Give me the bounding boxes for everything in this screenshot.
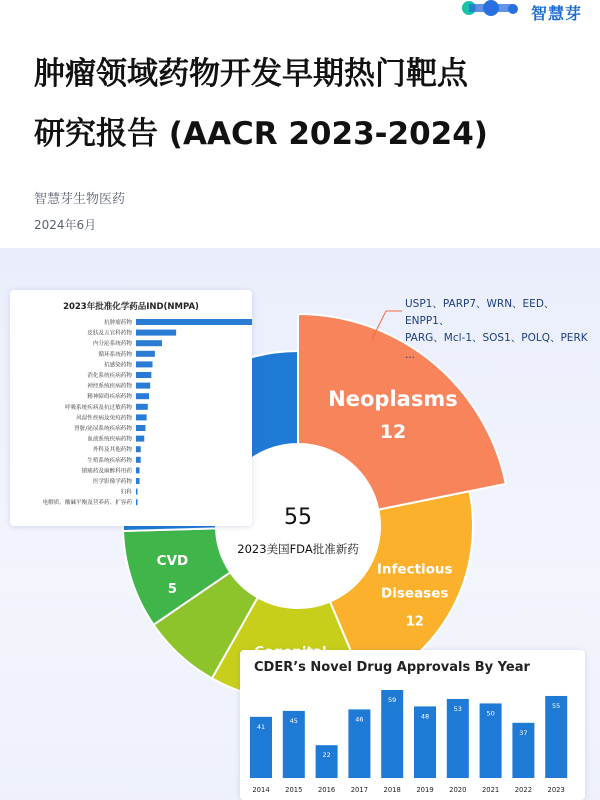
cder-year-label: 2016 (317, 786, 336, 794)
cder-value-label: 46 (355, 715, 364, 724)
donut-segment-label: Neoplasms (328, 386, 458, 411)
ind-category-label: 呼吸系统疾病及抗过敏药物 (64, 404, 132, 411)
title-line-1: 肿瘤领域药物开发早期热门靶点 (34, 56, 468, 92)
ind-category-label: 外科及其他药物 (92, 447, 132, 454)
target-list-line-2: PARG、Mcl-1、SOS1、POLQ、PERK (405, 332, 588, 344)
ind-bar (136, 457, 141, 463)
brand-logo (461, 0, 582, 24)
ind-category-label: 抗感染药物 (104, 362, 132, 369)
logo-icon (461, 0, 525, 24)
cder-bar-chart (240, 650, 585, 800)
donut-segment-value: 12 (405, 614, 424, 630)
ind-category-label: 风湿性疾病及免疫药物 (76, 415, 132, 422)
cder-value-label: 48 (420, 712, 430, 721)
ind-bar (136, 499, 138, 505)
donut-center-label: 2023美国FDA批准新药 (237, 542, 359, 556)
donut-segment-label: Infectious (376, 561, 453, 578)
ind-category-label: 电解质、酸碱平衡及营养药、扩容药 (42, 500, 132, 507)
ind-bar (136, 330, 176, 336)
ind-category-label: 血液系统疾病药物 (87, 436, 132, 443)
organization: 智慧芽生物医药 (34, 192, 126, 207)
ind-category-label: 妇科 (120, 489, 132, 496)
ind-category-label: 神经系统疾病药物 (87, 383, 132, 390)
cder-value-label: 22 (322, 751, 331, 760)
ind-category-label: 精神障碍疾病药物 (87, 394, 132, 401)
ind-bar (136, 404, 148, 410)
cder-value-label: 37 (519, 728, 528, 737)
cder-bar (316, 745, 338, 778)
cder-year-label: 2015 (285, 786, 303, 794)
cder-year-label: 2021 (481, 786, 500, 794)
ind-chart-card (10, 290, 252, 526)
ind-bar (136, 489, 138, 495)
ind-category-label: 循环系统药物 (98, 351, 132, 358)
ind-bar-chart (10, 290, 252, 526)
ind-bar (136, 383, 150, 389)
page-title (34, 44, 574, 164)
ind-bar (136, 467, 140, 473)
ind-bar (136, 372, 151, 378)
cder-year-label: 2017 (350, 786, 369, 794)
cder-chart-card (240, 650, 585, 800)
donut-segment-label: CVD (156, 552, 189, 569)
donut-segment-value: 12 (379, 420, 407, 443)
donut-segment-label: Diseases (381, 585, 449, 602)
target-list (405, 296, 595, 364)
ind-bar (136, 414, 147, 420)
cder-value-label: 59 (388, 696, 397, 704)
publish-date: 2024年6月 (34, 218, 97, 232)
cder-value-label: 53 (453, 704, 462, 713)
cder-value-label: 45 (289, 716, 298, 725)
cder-value-label: 50 (486, 709, 495, 718)
ind-chart-title: 2023年批准化学药品IND(NMPA) (63, 302, 199, 312)
ind-category-label: 内分泌系统药物 (92, 341, 132, 348)
ind-bar (136, 478, 140, 484)
ind-category-label: 消化系统疾病药物 (87, 373, 132, 379)
ind-category-label: 镇痛药及麻醉科用药 (81, 468, 132, 475)
cder-year-label: 2023 (547, 786, 565, 794)
donut-center-value: 55 (284, 505, 312, 530)
cder-chart-title: CDER’s Novel Drug Approvals By Year (254, 660, 530, 675)
cder-year-label: 2018 (383, 786, 401, 794)
target-list-line-3: ... (405, 349, 416, 361)
ind-category-label: 医学影像学药物 (92, 479, 132, 485)
target-list-line-1: USP1、PARP7、WRN、EED、ENPP1、 (405, 298, 555, 327)
cder-year-label: 2020 (449, 786, 467, 794)
ind-bar (136, 436, 144, 442)
ind-bar (136, 425, 145, 431)
ind-bar (136, 319, 252, 325)
title-line-2: 研究报告 (AACR 2023-2024) (34, 116, 488, 152)
ind-bar (136, 393, 149, 399)
cder-year-label: 2019 (416, 786, 434, 794)
ind-category-label: 皮肤及五官科药物 (87, 330, 132, 337)
donut-segment-value: 5 (167, 581, 177, 597)
cder-value-label: 55 (552, 701, 561, 710)
ind-bar (136, 340, 162, 346)
ind-bar (136, 361, 153, 367)
ind-category-label: 生殖系统疾病药物 (87, 457, 132, 464)
ind-category-label: 抗肿瘤药物 (104, 320, 132, 326)
ind-category-label: 肾脏/泌尿系统疾病药物 (74, 426, 132, 432)
ind-bar (136, 446, 141, 452)
brand-name: 智慧芽 (530, 3, 582, 23)
ind-bar (136, 351, 155, 357)
cder-year-label: 2022 (514, 786, 533, 794)
cder-value-label: 41 (256, 722, 266, 731)
cder-year-label: 2014 (252, 786, 270, 794)
